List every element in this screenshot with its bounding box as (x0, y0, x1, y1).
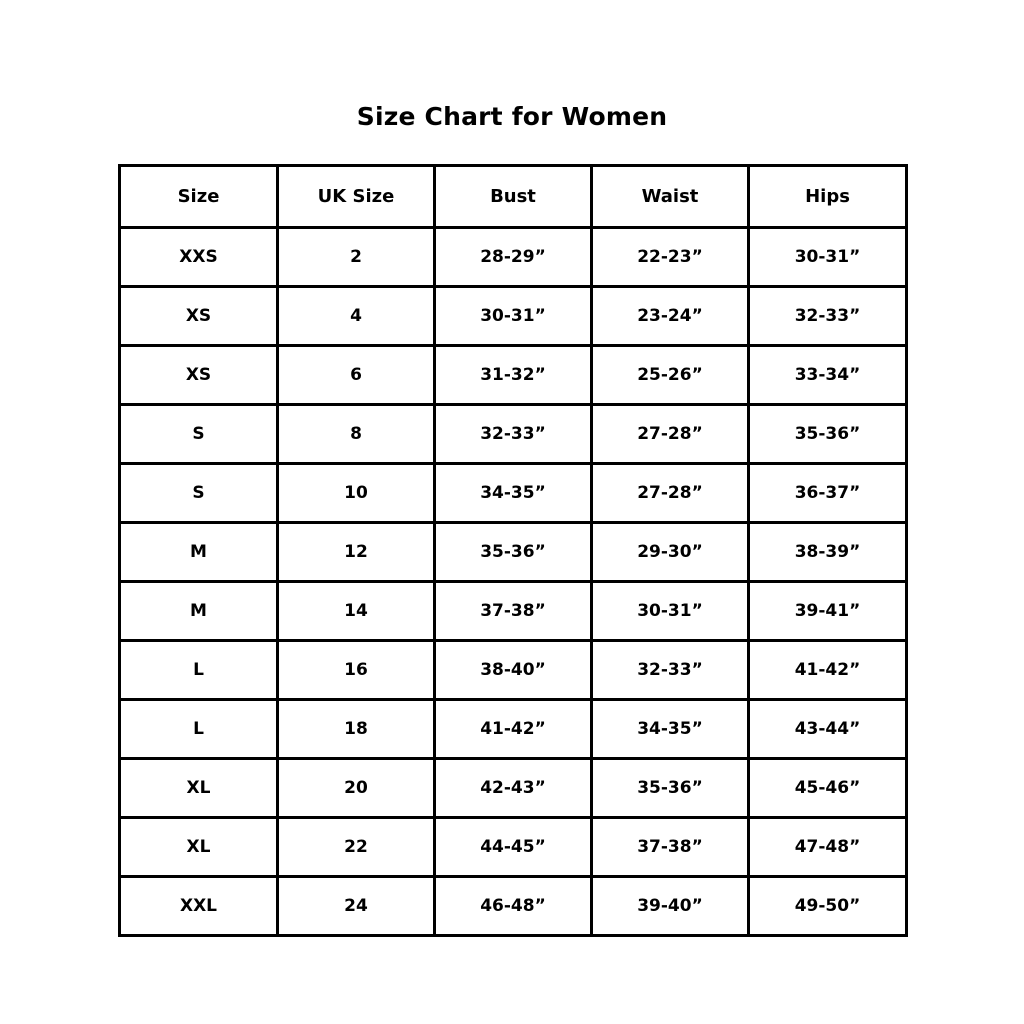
table-row (120, 405, 907, 464)
cell-bust: 34-35” (435, 464, 592, 523)
cell-size: M (120, 582, 278, 641)
page-title: Size Chart for Women (356, 102, 668, 131)
table-row (120, 228, 907, 287)
column-header-bust: Bust (435, 166, 592, 228)
cell-hips: 36-37” (749, 464, 907, 523)
table-row (120, 464, 907, 523)
cell-uk-size: 6 (278, 346, 435, 405)
cell-waist: 29-30” (592, 523, 749, 582)
cell-bust: 44-45” (435, 818, 592, 877)
cell-bust: 38-40” (435, 641, 592, 700)
cell-size: L (120, 641, 278, 700)
column-header-uk-size: UK Size (278, 166, 435, 228)
cell-bust: 41-42” (435, 700, 592, 759)
size-chart-table (118, 164, 908, 937)
cell-uk-size: 8 (278, 405, 435, 464)
cell-waist: 30-31” (592, 582, 749, 641)
cell-bust: 30-31” (435, 287, 592, 346)
cell-size: S (120, 464, 278, 523)
cell-uk-size: 14 (278, 582, 435, 641)
table-row (120, 287, 907, 346)
cell-uk-size: 24 (278, 877, 435, 936)
cell-hips: 41-42” (749, 641, 907, 700)
table-body (120, 228, 907, 936)
cell-size: XS (120, 287, 278, 346)
table-header (120, 166, 907, 228)
cell-bust: 42-43” (435, 759, 592, 818)
cell-uk-size: 20 (278, 759, 435, 818)
cell-hips: 47-48” (749, 818, 907, 877)
cell-hips: 39-41” (749, 582, 907, 641)
cell-uk-size: 4 (278, 287, 435, 346)
cell-size: XXS (120, 228, 278, 287)
cell-waist: 23-24” (592, 287, 749, 346)
cell-hips: 45-46” (749, 759, 907, 818)
cell-uk-size: 18 (278, 700, 435, 759)
cell-size: XL (120, 759, 278, 818)
cell-waist: 27-28” (592, 405, 749, 464)
cell-size: XXL (120, 877, 278, 936)
cell-hips: 33-34” (749, 346, 907, 405)
cell-hips: 38-39” (749, 523, 907, 582)
cell-waist: 32-33” (592, 641, 749, 700)
table-row (120, 641, 907, 700)
table-row (120, 759, 907, 818)
cell-bust: 32-33” (435, 405, 592, 464)
cell-waist: 27-28” (592, 464, 749, 523)
cell-uk-size: 2 (278, 228, 435, 287)
cell-hips: 30-31” (749, 228, 907, 287)
cell-bust: 31-32” (435, 346, 592, 405)
column-header-size: Size (120, 166, 278, 228)
table-row (120, 877, 907, 936)
table-row (120, 818, 907, 877)
cell-waist: 22-23” (592, 228, 749, 287)
cell-uk-size: 16 (278, 641, 435, 700)
cell-size: M (120, 523, 278, 582)
cell-waist: 37-38” (592, 818, 749, 877)
table-row (120, 523, 907, 582)
cell-uk-size: 12 (278, 523, 435, 582)
cell-waist: 35-36” (592, 759, 749, 818)
cell-hips: 43-44” (749, 700, 907, 759)
table-row (120, 346, 907, 405)
cell-bust: 37-38” (435, 582, 592, 641)
size-chart-table-container (118, 164, 905, 937)
cell-waist: 34-35” (592, 700, 749, 759)
cell-size: L (120, 700, 278, 759)
cell-hips: 35-36” (749, 405, 907, 464)
column-header-waist: Waist (592, 166, 749, 228)
cell-bust: 46-48” (435, 877, 592, 936)
table-row (120, 700, 907, 759)
cell-uk-size: 10 (278, 464, 435, 523)
cell-size: S (120, 405, 278, 464)
cell-size: XS (120, 346, 278, 405)
cell-uk-size: 22 (278, 818, 435, 877)
cell-bust: 28-29” (435, 228, 592, 287)
cell-size: XL (120, 818, 278, 877)
column-header-hips: Hips (749, 166, 907, 228)
cell-waist: 39-40” (592, 877, 749, 936)
table-row (120, 582, 907, 641)
table-header-row (120, 166, 907, 228)
cell-hips: 49-50” (749, 877, 907, 936)
cell-hips: 32-33” (749, 287, 907, 346)
cell-waist: 25-26” (592, 346, 749, 405)
cell-bust: 35-36” (435, 523, 592, 582)
